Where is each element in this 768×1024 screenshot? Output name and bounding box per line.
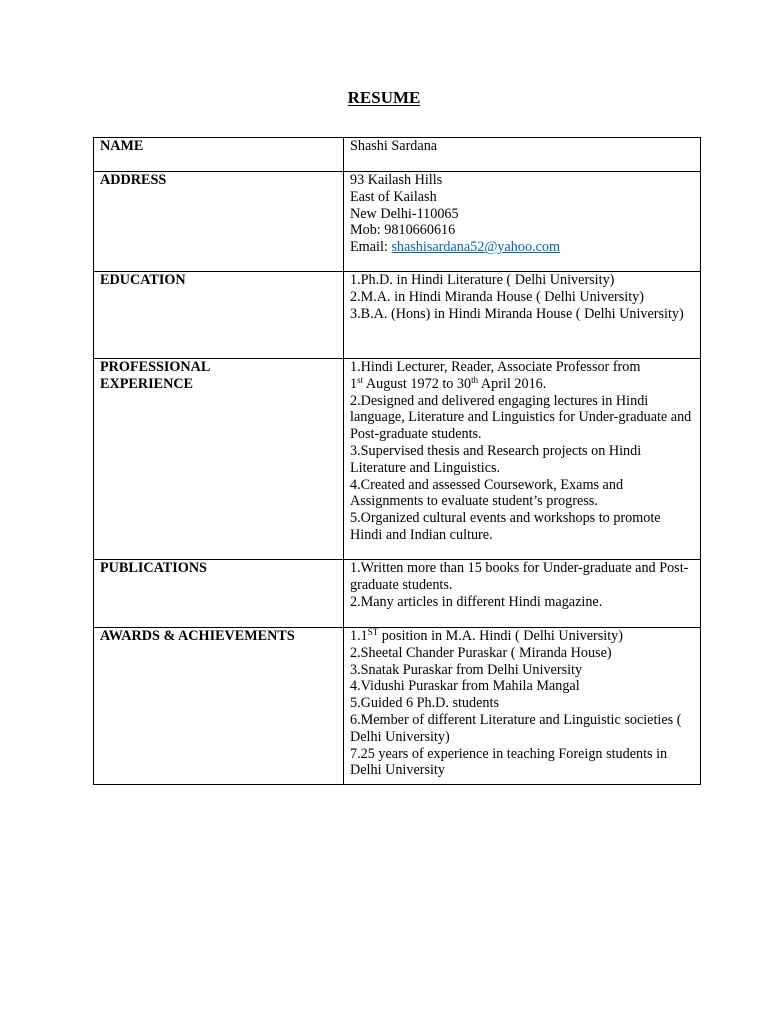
- experience-item-1-line-b: [350, 376, 694, 393]
- superscript-st-caps: ST: [367, 627, 379, 637]
- experience-date-end: April 2016.: [478, 375, 547, 392]
- award-item-1: [350, 628, 694, 645]
- publication-item: 2.Many articles in different Hindi magazine.: [350, 593, 603, 610]
- award-1-text: position in M.A. Hindi ( Delhi University): [378, 628, 623, 644]
- experience-item-1-line-a: 1.Hindi Lecturer, Reader, Associate Professor from: [350, 359, 641, 375]
- value-experience: [344, 359, 701, 560]
- experience-label-line-2: EXPERIENCE: [100, 375, 194, 392]
- experience-item: 4.Created and assessed Coursework, Exams and Assignments to evaluate student’s progress.: [350, 476, 624, 510]
- award-item: 5.Guided 6 Ph.D. students: [350, 695, 499, 712]
- label-education: EDUCATION: [94, 272, 344, 359]
- address-line-1: 93 Kailash Hills: [350, 172, 443, 188]
- value-education: [344, 272, 701, 359]
- label-address: ADDRESS: [94, 172, 344, 272]
- email-prefix: Email:: [350, 239, 392, 256]
- experience-item: 2.Designed and delivered engaging lectures in Hindi language, Literature and Linguistics for Under-graduate and Post-graduate students.: [350, 392, 692, 443]
- label-experience: [94, 359, 344, 560]
- address-email-line: [350, 239, 694, 256]
- award-item: 2.Sheetal Chander Puraskar ( Miranda House): [350, 644, 612, 661]
- address-mobile: Mob: 9810660616: [350, 222, 456, 239]
- label-publications: PUBLICATIONS: [94, 560, 344, 628]
- resume-title: RESUME: [347, 88, 421, 107]
- experience-label-line-1: PROFESSIONAL: [100, 359, 211, 375]
- education-item: 2.M.A. in Hindi Miranda House ( Delhi University): [350, 288, 644, 305]
- value-awards: [344, 628, 701, 785]
- row-education: [94, 272, 701, 359]
- address-line-3: New Delhi-110065: [350, 205, 459, 222]
- value-name: Shashi Sardana: [344, 138, 701, 172]
- superscript-st: st: [357, 374, 364, 385]
- email-link[interactable]: shashisardana52@yahoo.com: [391, 239, 561, 256]
- experience-item: 5.Organized cultural events and workshops to promote Hindi and Indian culture.: [350, 510, 661, 543]
- row-address: [94, 172, 701, 272]
- award-item: 7.25 years of experience in teaching Foreign students in Delhi University: [350, 745, 668, 779]
- experience-item: 3.Supervised thesis and Research projects on Hindi Literature and Linguistics.: [350, 442, 642, 476]
- superscript-th: th: [471, 374, 479, 385]
- education-item: 3.B.A. (Hons) in Hindi Miranda House ( Delhi University): [350, 305, 684, 322]
- address-line-2: East of Kailash: [350, 188, 437, 205]
- value-address: [344, 172, 701, 272]
- row-awards: [94, 628, 701, 785]
- resume-table: [93, 137, 701, 785]
- education-item: 1.Ph.D. in Hindi Literature ( Delhi University): [350, 272, 615, 288]
- publication-item: 1.Written more than 15 books for Under-graduate and Post-graduate students.: [350, 560, 689, 593]
- experience-date-start: 1: [350, 375, 358, 392]
- value-publications: [344, 560, 701, 628]
- experience-date-mid: August 1972 to 30: [363, 375, 472, 392]
- row-publications: [94, 560, 701, 628]
- award-item: 3.Snatak Puraskar from Delhi University: [350, 661, 583, 678]
- label-awards: AWARDS & ACHIEVEMENTS: [94, 628, 344, 785]
- award-item: 6.Member of different Literature and Linguistic societies ( Delhi University): [350, 711, 682, 745]
- label-name: NAME: [94, 138, 344, 172]
- award-1-prefix: 1.1: [350, 628, 368, 644]
- row-experience: [94, 359, 701, 560]
- row-name: [94, 138, 701, 172]
- award-item: 4.Vidushi Puraskar from Mahila Mangal: [350, 678, 580, 695]
